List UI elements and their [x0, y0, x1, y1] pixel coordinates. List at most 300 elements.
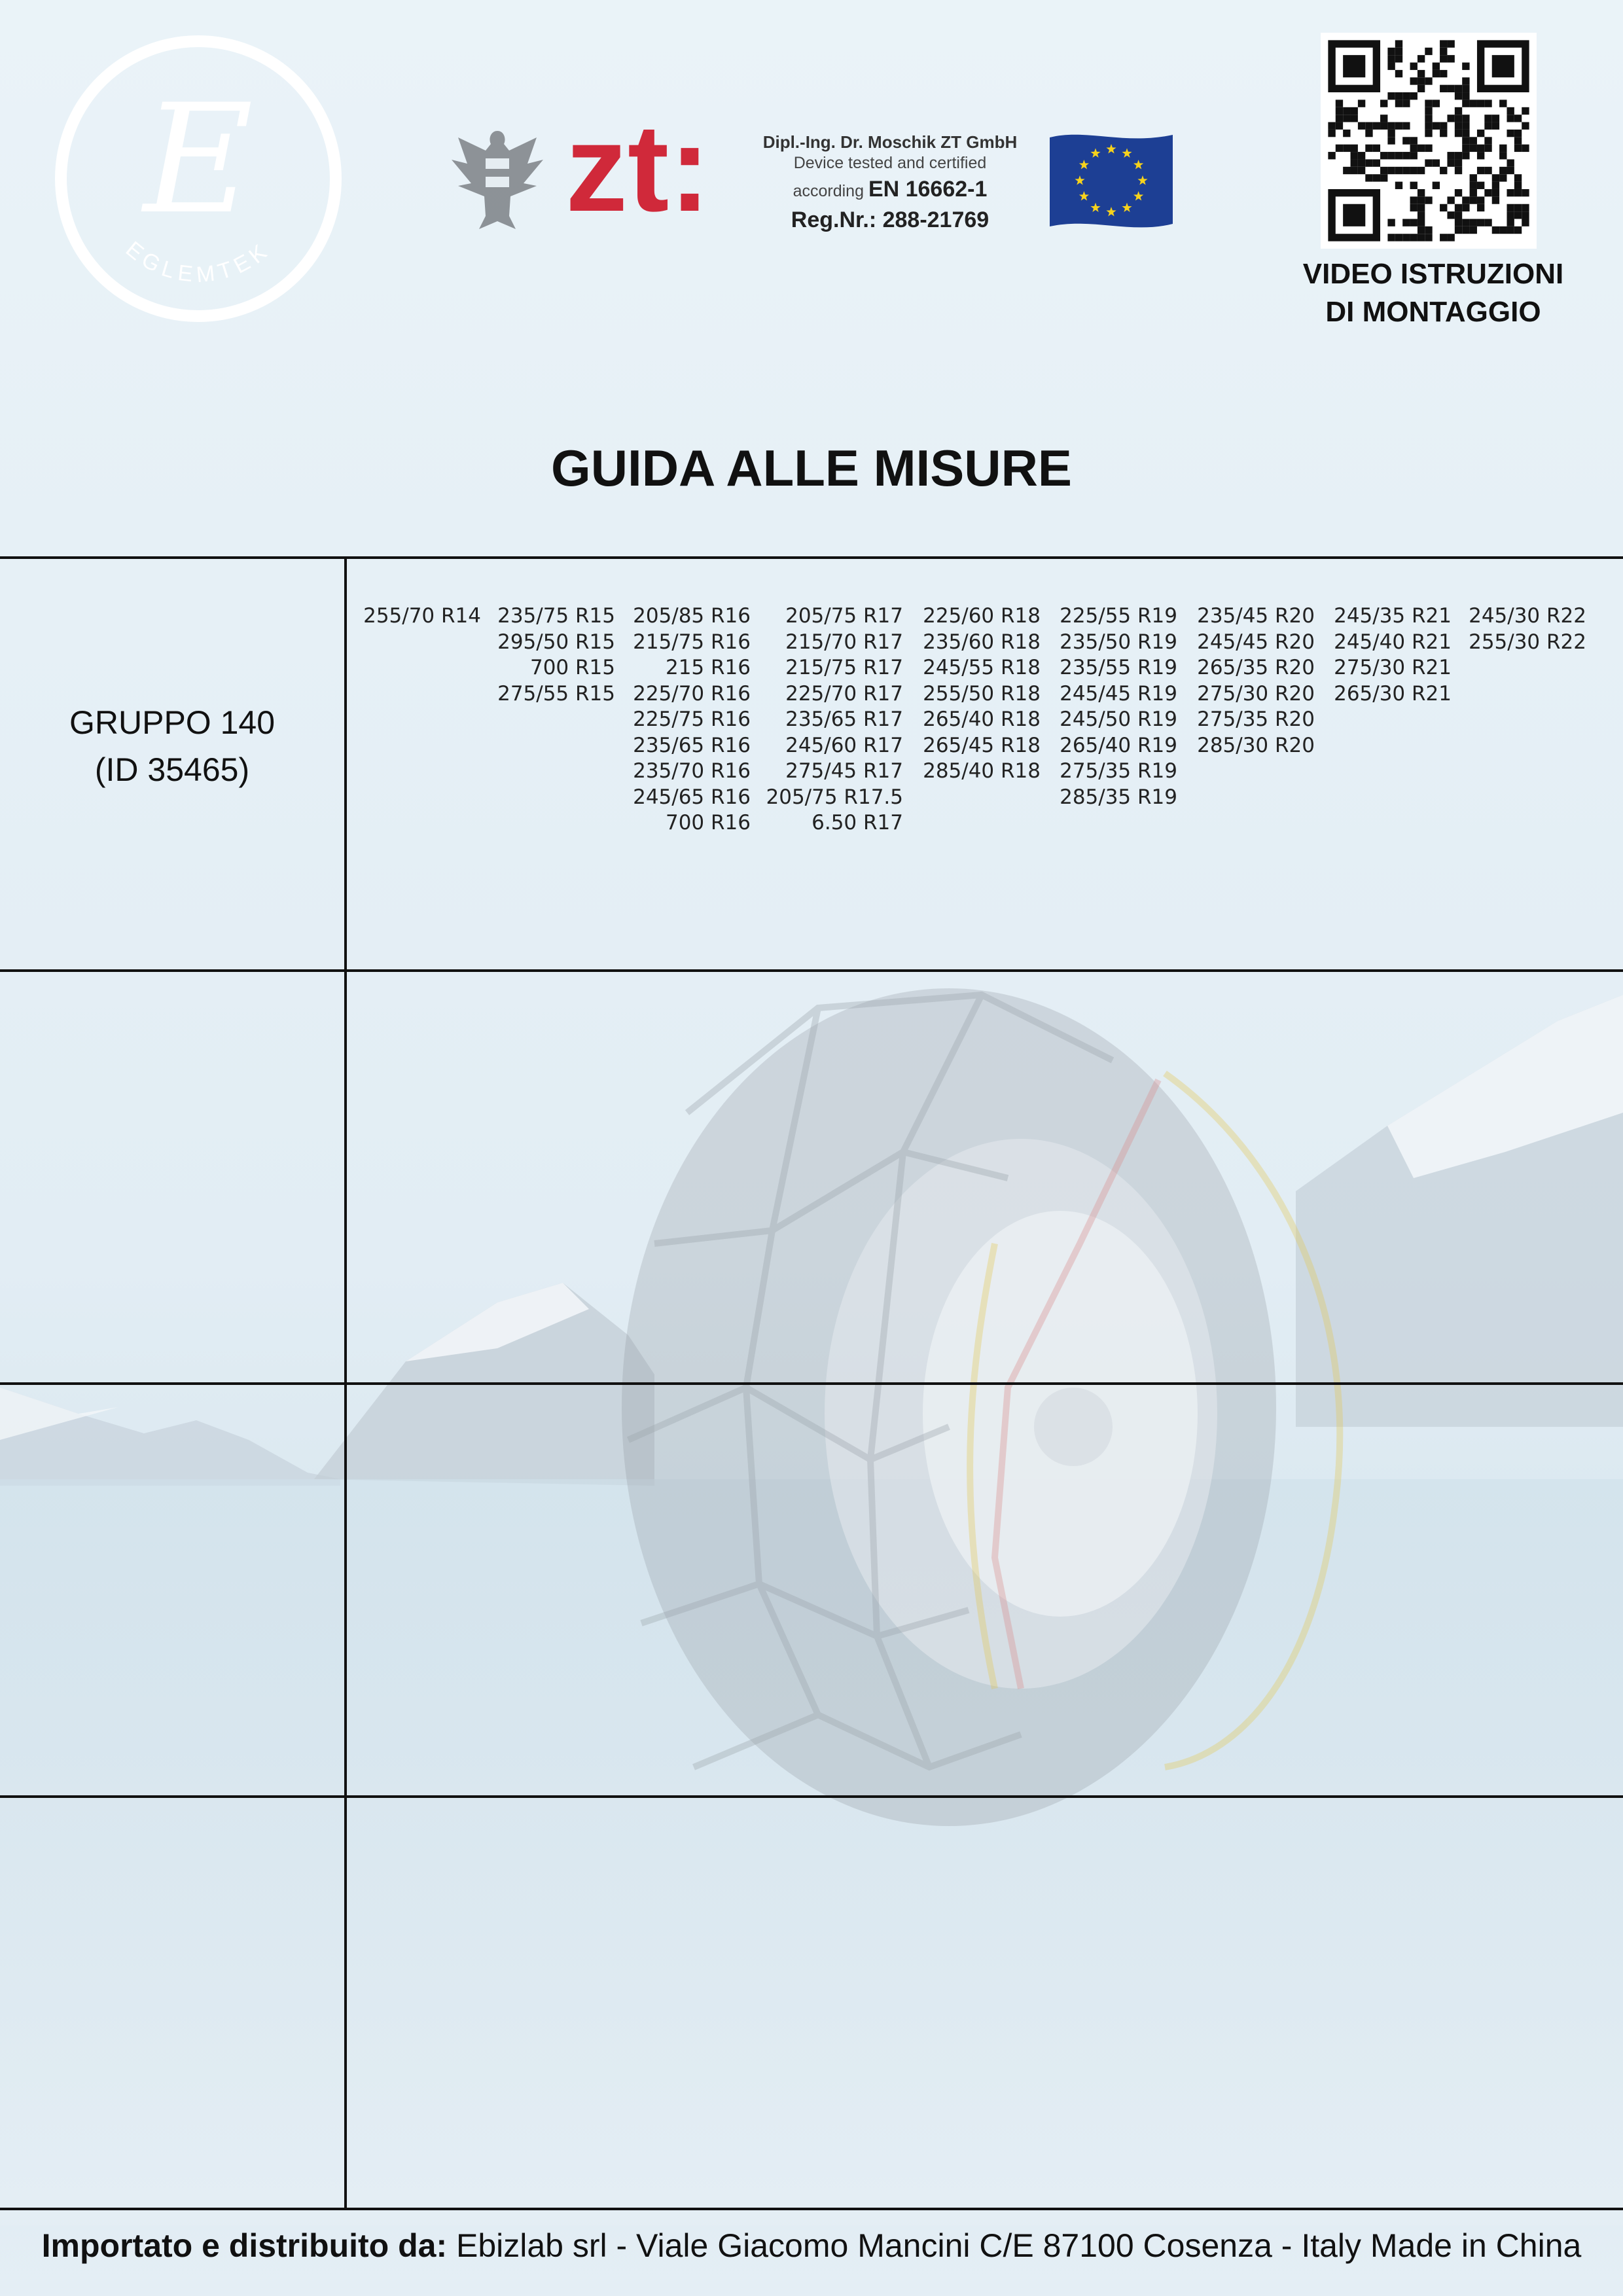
qr-module: [1380, 99, 1387, 107]
qr-module: [1440, 40, 1447, 47]
qr-module: [1380, 174, 1387, 181]
qr-module: [1507, 130, 1514, 137]
qr-module: [1351, 145, 1358, 152]
qr-module: [1455, 152, 1462, 159]
size-column-r20: [1197, 603, 1315, 759]
qr-module: [1358, 99, 1365, 107]
qr-module: [1402, 137, 1410, 144]
qr-module: [1440, 167, 1447, 174]
tire-size: 245/35 R21: [1334, 604, 1452, 628]
size-column-r18: [923, 603, 1041, 785]
qr-module: [1499, 145, 1507, 152]
group-id: (ID 35465): [94, 751, 250, 788]
tire-size: 275/30 R20: [1197, 681, 1315, 706]
tire-size: 235/65 R17: [785, 708, 903, 731]
qr-module: [1425, 77, 1432, 84]
qr-module: [1410, 92, 1418, 99]
qr-caption-line1: VIDEO ISTRUZIONI: [1302, 258, 1564, 290]
tire-size: 205/75 R17: [785, 604, 903, 628]
qr-module: [1373, 174, 1380, 181]
qr-module: [1492, 226, 1499, 234]
tire-size: 285/30 R20: [1197, 733, 1315, 757]
svg-text:EGLEMTEK: EGLEMTEK: [120, 236, 276, 288]
qr-module: [1514, 145, 1522, 152]
size-column-r15: [497, 603, 615, 707]
qr-module: [1484, 145, 1491, 152]
qr-module: [1447, 196, 1454, 204]
qr-module: [1380, 152, 1387, 159]
certification-block: [740, 132, 1041, 233]
qr-module: [1365, 159, 1372, 166]
austrian-eagle-emblem: [445, 118, 550, 236]
qr-module: [1410, 234, 1418, 241]
qr-module: [1455, 204, 1462, 211]
size-column-r17: [766, 603, 903, 836]
qr-module: [1507, 226, 1514, 234]
eu-flag-icon: [1046, 128, 1177, 233]
tire-size: 265/35 R20: [1197, 656, 1315, 679]
qr-module: [1336, 99, 1343, 107]
qr-module: [1387, 48, 1395, 55]
tire-size: 6.50 R17: [812, 811, 903, 834]
qr-module: [1484, 219, 1491, 226]
tire-size: 285/35 R19: [1060, 785, 1177, 809]
qr-module: [1492, 174, 1499, 181]
qr-module: [1395, 40, 1402, 47]
size-column-r16: [633, 603, 751, 836]
qr-module: [1425, 115, 1432, 122]
qr-module: [1522, 204, 1529, 211]
tire-size: 255/30 R22: [1469, 630, 1586, 654]
qr-module: [1499, 99, 1507, 107]
qr-module: [1455, 211, 1462, 219]
qr-module: [1507, 211, 1514, 219]
qr-module: [1477, 167, 1484, 174]
qr-caption-line2: DI MONTAGGIO: [1325, 296, 1541, 328]
qr-module: [1418, 204, 1425, 211]
tire-size: 275/55 R15: [497, 681, 615, 706]
tire-size: 205/85 R16: [633, 604, 751, 628]
qr-module: [1462, 226, 1469, 234]
tire-size: 245/55 R18: [923, 656, 1041, 679]
qr-module: [1433, 182, 1440, 189]
qr-module: [1387, 63, 1395, 70]
tire-size: 245/30 R22: [1469, 604, 1586, 628]
qr-module: [1507, 189, 1514, 196]
qr-module: [1425, 226, 1432, 234]
qr-module: [1477, 152, 1484, 159]
qr-module: [1425, 159, 1432, 166]
rim-hub: [1034, 1388, 1113, 1466]
tire-size: 245/65 R16: [633, 785, 751, 809]
qr-module: [1522, 189, 1529, 196]
size-column-r22: [1469, 603, 1586, 655]
qr-module: [1514, 226, 1522, 234]
qr-module: [1395, 99, 1402, 107]
qr-module: [1343, 145, 1350, 152]
footer-label: Importato e distribuito da:: [41, 2227, 448, 2264]
qr-module: [1358, 152, 1365, 159]
qr-module: [1455, 159, 1462, 166]
qr-module: [1507, 167, 1514, 174]
qr-module: [1492, 196, 1499, 204]
zt-logo: [565, 113, 729, 224]
qr-module: [1455, 219, 1462, 226]
tire-size: 235/75 R15: [497, 604, 615, 628]
qr-module: [1351, 167, 1358, 174]
cert-tested: Device tested and certified: [793, 154, 987, 172]
qr-module: [1499, 152, 1507, 159]
qr-module: [1410, 182, 1418, 189]
qr-module: [1470, 145, 1477, 152]
qr-module: [1462, 196, 1469, 204]
tire-size: 275/35 R20: [1197, 708, 1315, 731]
tire-size: 215/75 R17: [785, 656, 903, 679]
qr-module: [1402, 122, 1410, 130]
qr-module: [1477, 219, 1484, 226]
qr-module: [1440, 204, 1447, 211]
qr-module: [1470, 189, 1477, 196]
qr-module: [1425, 99, 1432, 107]
qr-module: [1477, 182, 1484, 189]
qr-module: [1522, 219, 1529, 226]
qr-module: [1395, 92, 1402, 99]
qr-module: [1351, 159, 1358, 166]
tire-size: 245/40 R21: [1334, 630, 1452, 654]
qr-module: [1447, 152, 1454, 159]
qr-module: [1462, 63, 1469, 70]
qr-module: [1477, 145, 1484, 152]
qr-module: [1387, 167, 1395, 174]
qr-module: [1418, 234, 1425, 241]
qr-module: [1514, 137, 1522, 144]
qr-module: [1402, 92, 1410, 99]
qr-module: [1455, 189, 1462, 196]
qr-module: [1447, 115, 1454, 122]
qr-module: [1440, 48, 1447, 55]
qr-module: [1462, 152, 1469, 159]
qr-module: [1455, 107, 1462, 115]
qr-module: [1514, 182, 1522, 189]
qr-module: [1433, 159, 1440, 166]
tire-size: 215 R16: [665, 656, 751, 679]
qr-module: [1425, 48, 1432, 55]
qr-module: [1410, 145, 1418, 152]
qr-module: [1507, 204, 1514, 211]
qr-module: [1433, 63, 1440, 70]
qr-module: [1477, 99, 1484, 107]
tire-size: 275/35 R19: [1060, 759, 1177, 783]
qr-module: [1477, 204, 1484, 211]
mountain-left: [0, 1388, 340, 1486]
qr-module: [1462, 204, 1469, 211]
qr-module: [1462, 115, 1469, 122]
qr-module: [1507, 115, 1514, 122]
qr-code[interactable]: [1321, 33, 1537, 249]
tire-size: 700 R15: [529, 656, 615, 679]
qr-module: [1387, 55, 1395, 62]
qr-module: [1499, 167, 1507, 174]
qr-module: [1351, 152, 1358, 159]
qr-module: [1462, 85, 1469, 92]
table-border-top: [0, 556, 1623, 559]
qr-module: [1484, 137, 1491, 144]
table-border-bottom: [0, 2208, 1623, 2210]
qr-module: [1455, 130, 1462, 137]
qr-module: [1358, 122, 1365, 130]
qr-module: [1470, 137, 1477, 144]
qr-module: [1484, 189, 1491, 196]
qr-module: [1343, 55, 1365, 77]
qr-module: [1410, 137, 1418, 144]
qr-module: [1343, 204, 1365, 226]
qr-module: [1418, 196, 1425, 204]
qr-module: [1387, 234, 1395, 241]
qr-module: [1462, 99, 1469, 107]
tire-size: 215/75 R16: [633, 630, 751, 654]
qr-module: [1410, 77, 1418, 84]
qr-module: [1484, 99, 1491, 107]
qr-module: [1425, 122, 1432, 130]
table-row-divider: [0, 1382, 1623, 1385]
qr-module: [1455, 167, 1462, 174]
tire-size: 295/50 R15: [497, 630, 615, 654]
qr-module: [1455, 226, 1462, 234]
qr-module: [1440, 55, 1447, 62]
qr-module: [1492, 55, 1514, 77]
qr-module: [1433, 99, 1440, 107]
qr-module: [1447, 234, 1454, 241]
tire-size: 275/45 R17: [785, 759, 903, 783]
qr-module: [1440, 130, 1447, 137]
qr-module: [1507, 159, 1514, 166]
qr-module: [1380, 115, 1387, 122]
qr-module: [1410, 204, 1418, 211]
qr-module: [1440, 85, 1447, 92]
qr-module: [1462, 137, 1469, 144]
qr-module: [1470, 219, 1477, 226]
qr-module: [1470, 182, 1477, 189]
tire-size: 225/70 R16: [633, 681, 751, 706]
qr-module: [1410, 63, 1418, 70]
qr-module: [1402, 234, 1410, 241]
qr-module: [1387, 122, 1395, 130]
qr-module: [1522, 107, 1529, 115]
tire-size: 225/70 R17: [785, 681, 903, 706]
page-title: GUIDA ALLE MISURE: [551, 439, 1072, 497]
qr-module: [1462, 122, 1469, 130]
qr-module: [1410, 219, 1418, 226]
qr-module: [1433, 122, 1440, 130]
qr-module: [1425, 196, 1432, 204]
qr-module: [1418, 145, 1425, 152]
qr-module: [1484, 167, 1491, 174]
qr-module: [1522, 145, 1529, 152]
qr-module: [1395, 70, 1402, 77]
tire-size: 235/45 R20: [1197, 604, 1315, 628]
tire-size: 235/60 R18: [923, 630, 1041, 654]
qr-module: [1380, 167, 1387, 174]
qr-module: [1470, 174, 1477, 181]
eglemtek-logo: [51, 31, 346, 326]
qr-module: [1387, 152, 1395, 159]
qr-module: [1499, 174, 1507, 181]
qr-module: [1470, 99, 1477, 107]
qr-module: [1395, 152, 1402, 159]
qr-module: [1395, 48, 1402, 55]
table-row-divider: [0, 969, 1623, 972]
tire-size: 275/30 R21: [1334, 656, 1452, 679]
qr-module: [1402, 167, 1410, 174]
qr-module: [1380, 122, 1387, 130]
tire-size: 265/40 R19: [1060, 733, 1177, 757]
qr-module: [1402, 99, 1410, 107]
qr-module: [1373, 145, 1380, 152]
tire-size: 265/30 R21: [1334, 681, 1452, 706]
qr-module: [1395, 55, 1402, 62]
qr-module: [1455, 115, 1462, 122]
qr-module: [1418, 167, 1425, 174]
qr-module: [1418, 219, 1425, 226]
tire-size: 225/60 R18: [923, 604, 1041, 628]
qr-module: [1410, 196, 1418, 204]
qr-module: [1336, 107, 1343, 115]
qr-module: [1418, 226, 1425, 234]
qr-module: [1433, 70, 1440, 77]
qr-module: [1387, 92, 1395, 99]
qr-module: [1336, 122, 1343, 130]
qr-module: [1343, 130, 1350, 137]
qr-module: [1395, 234, 1402, 241]
qr-module: [1514, 130, 1522, 137]
qr-module: [1477, 196, 1484, 204]
qr-module: [1462, 130, 1469, 137]
qr-module: [1410, 167, 1418, 174]
qr-module: [1425, 107, 1432, 115]
qr-module: [1418, 70, 1425, 77]
qr-module: [1418, 55, 1425, 62]
qr-module: [1373, 122, 1380, 130]
qr-module: [1447, 40, 1454, 47]
tire-size: 235/50 R19: [1060, 630, 1177, 654]
tire-size: 235/55 R19: [1060, 656, 1177, 679]
tire-size: 265/40 R18: [923, 708, 1041, 731]
qr-module: [1328, 152, 1335, 159]
tire-size: 255/70 R14: [363, 604, 481, 628]
qr-module: [1499, 226, 1507, 234]
qr-module: [1343, 107, 1350, 115]
qr-caption: [1270, 255, 1597, 331]
qr-module: [1425, 145, 1432, 152]
tire-size: 285/40 R18: [923, 759, 1041, 783]
qr-module: [1328, 122, 1335, 130]
qr-module: [1514, 211, 1522, 219]
qr-module: [1455, 122, 1462, 130]
qr-module: [1365, 145, 1372, 152]
qr-module: [1387, 137, 1395, 144]
qr-module: [1365, 122, 1372, 130]
tire-size: 205/75 R17.5: [766, 785, 903, 809]
tire-size: 245/50 R19: [1060, 708, 1177, 731]
qr-module: [1440, 122, 1447, 130]
cert-company: Dipl.-Ing. Dr. Moschik ZT GmbH: [762, 132, 1018, 152]
qr-module: [1440, 234, 1447, 241]
tire-size: 255/50 R18: [923, 681, 1041, 706]
cert-according: according: [793, 182, 864, 200]
qr-module: [1418, 85, 1425, 92]
qr-module: [1455, 92, 1462, 99]
qr-module: [1336, 145, 1343, 152]
qr-module: [1462, 219, 1469, 226]
qr-module: [1351, 107, 1358, 115]
tire-size: 215/70 R17: [785, 630, 903, 654]
qr-module: [1351, 115, 1358, 122]
qr-module: [1470, 226, 1477, 234]
qr-module: [1365, 174, 1372, 181]
tire-size: 265/45 R18: [923, 733, 1041, 757]
group-name: GRUPPO 140: [69, 704, 275, 741]
table-column-divider: [344, 556, 347, 2209]
qr-module: [1492, 189, 1499, 196]
tire-size: 225/75 R16: [633, 708, 751, 731]
qr-module: [1462, 77, 1469, 84]
qr-module: [1410, 152, 1418, 159]
cert-standard-line: [740, 177, 1041, 202]
qr-module: [1455, 85, 1462, 92]
tire-size: 235/70 R16: [633, 759, 751, 783]
qr-module: [1395, 182, 1402, 189]
qr-module: [1462, 92, 1469, 99]
qr-module: [1365, 130, 1372, 137]
tire-size: 225/55 R19: [1060, 604, 1177, 628]
tire-size: 245/45 R20: [1197, 630, 1315, 654]
qr-module: [1395, 167, 1402, 174]
qr-module: [1522, 211, 1529, 219]
tire-size: 245/45 R19: [1060, 681, 1177, 706]
qr-module: [1425, 130, 1432, 137]
footer-importer: [0, 2227, 1623, 2265]
qr-module: [1447, 85, 1454, 92]
qr-module: [1387, 130, 1395, 137]
qr-module: [1514, 115, 1522, 122]
size-column-r14: [363, 603, 481, 630]
qr-module: [1343, 167, 1350, 174]
cert-registration: Reg.Nr.: 288-21769: [791, 207, 990, 232]
qr-module: [1514, 189, 1522, 196]
size-column-r21: [1334, 603, 1452, 707]
cert-standard: EN 16662-1: [868, 177, 988, 202]
qr-module: [1336, 115, 1343, 122]
qr-module: [1373, 159, 1380, 166]
qr-module: [1358, 167, 1365, 174]
qr-module: [1343, 115, 1350, 122]
qr-module: [1328, 130, 1335, 137]
qr-module: [1440, 70, 1447, 77]
qr-module: [1514, 204, 1522, 211]
qr-module: [1447, 211, 1454, 219]
qr-module: [1514, 174, 1522, 181]
tire-size: 245/60 R17: [785, 733, 903, 757]
qr-module: [1387, 219, 1395, 226]
size-column-r19: [1060, 603, 1177, 810]
table-row-divider: [0, 1795, 1623, 1798]
qr-module: [1492, 122, 1499, 130]
qr-module: [1418, 189, 1425, 196]
qr-module: [1492, 115, 1499, 122]
qr-module: [1402, 219, 1410, 226]
qr-module: [1522, 122, 1529, 130]
qr-module: [1395, 122, 1402, 130]
